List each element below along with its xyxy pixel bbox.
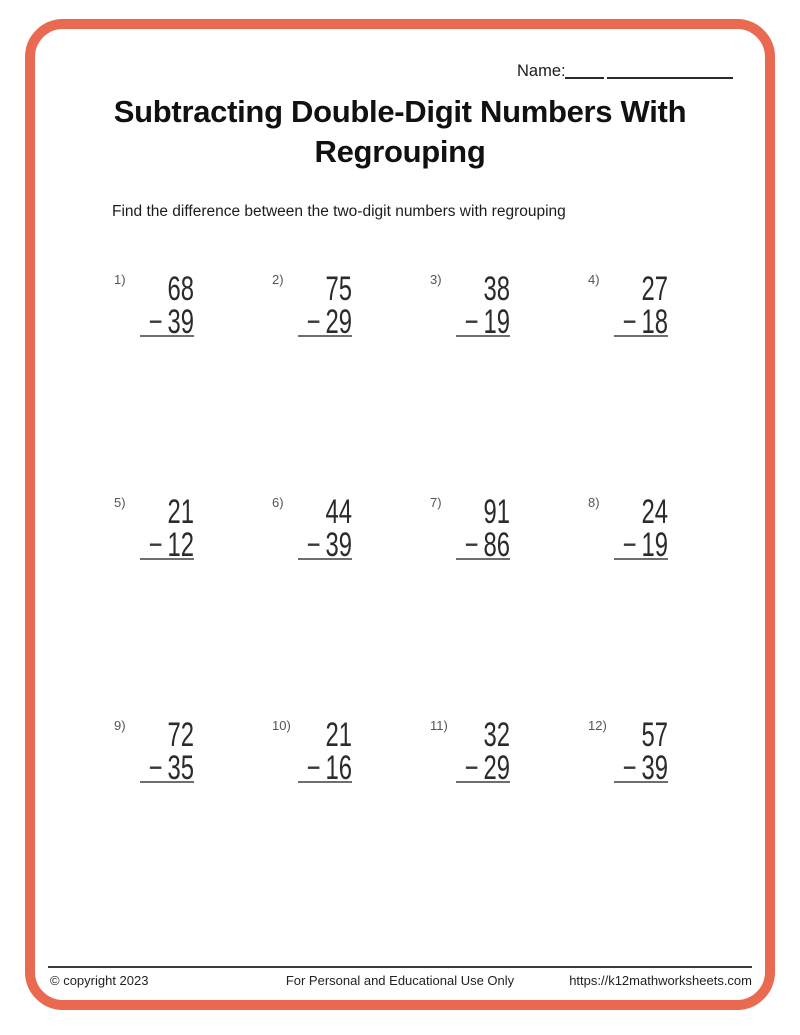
subtrahend: 39 <box>325 526 352 564</box>
problem-number: 5) <box>114 495 126 510</box>
subtrahend: 12 <box>167 526 194 564</box>
problem-4 <box>586 271 696 343</box>
problem-10 <box>270 717 380 789</box>
subtrahend: 16 <box>325 749 352 787</box>
footer-copyright: © copyright 2023 <box>50 973 149 988</box>
subtrahend: 39 <box>167 303 194 341</box>
subtrahend: 19 <box>483 303 510 341</box>
minuend: 27 <box>641 270 668 308</box>
operand-stack <box>430 716 510 787</box>
operand-stack <box>272 493 352 564</box>
worksheet-title-line1: Subtracting Double-Digit Numbers With <box>113 94 687 129</box>
minuend: 21 <box>167 493 194 531</box>
answer-line <box>456 558 510 560</box>
operand-stack <box>588 493 668 564</box>
minus-sign: − <box>464 303 479 341</box>
minus-sign: − <box>464 749 479 787</box>
subtrahend: 39 <box>641 749 668 787</box>
name-write-line-long <box>607 64 733 79</box>
answer-line <box>298 781 352 783</box>
minus-sign: − <box>148 526 163 564</box>
footer-website-url: https://k12mathworksheets.com <box>569 973 752 988</box>
problem-number: 9) <box>114 718 126 733</box>
minuend: 44 <box>325 493 352 531</box>
operand-stack <box>430 493 510 564</box>
problem-number: 3) <box>430 272 442 287</box>
problem-11 <box>428 717 538 789</box>
answer-line <box>614 558 668 560</box>
operand-stack <box>588 716 668 787</box>
answer-line <box>614 781 668 783</box>
problem-1 <box>112 271 222 343</box>
minuend: 75 <box>325 270 352 308</box>
answer-line <box>298 558 352 560</box>
problem-number: 4) <box>588 272 600 287</box>
problem-number: 7) <box>430 495 442 510</box>
problem-number: 10) <box>272 718 291 733</box>
minuend: 91 <box>483 493 510 531</box>
minus-sign: − <box>306 749 321 787</box>
worksheet-title <box>40 92 760 172</box>
problem-5 <box>112 494 222 566</box>
subtrahend: 29 <box>325 303 352 341</box>
minuend: 21 <box>325 716 352 754</box>
operand-stack <box>114 493 194 564</box>
minuend: 57 <box>641 716 668 754</box>
subtrahend: 35 <box>167 749 194 787</box>
subtrahend: 86 <box>483 526 510 564</box>
problem-number: 8) <box>588 495 600 510</box>
problem-7 <box>428 494 538 566</box>
minuend: 24 <box>641 493 668 531</box>
footer-usage-note: For Personal and Educational Use Only <box>285 973 515 988</box>
operand-stack <box>272 270 352 341</box>
problem-8 <box>586 494 696 566</box>
problem-number: 2) <box>272 272 284 287</box>
answer-line <box>140 558 194 560</box>
problem-9 <box>112 717 222 789</box>
problem-number: 12) <box>588 718 607 733</box>
name-write-line-short <box>565 64 604 79</box>
subtrahend: 18 <box>641 303 668 341</box>
minus-sign: − <box>622 526 637 564</box>
operand-stack <box>272 716 352 787</box>
answer-line <box>140 781 194 783</box>
operand-stack <box>588 270 668 341</box>
minuend: 68 <box>167 270 194 308</box>
minus-sign: − <box>306 303 321 341</box>
answer-line <box>614 335 668 337</box>
operand-stack <box>114 270 194 341</box>
instruction-text: Find the difference between the two-digit numbers with regrouping <box>112 203 566 220</box>
answer-line <box>456 335 510 337</box>
minus-sign: − <box>148 303 163 341</box>
subtrahend: 29 <box>483 749 510 787</box>
minuend: 38 <box>483 270 510 308</box>
minus-sign: − <box>622 749 637 787</box>
problem-3 <box>428 271 538 343</box>
minus-sign: − <box>148 749 163 787</box>
answer-line <box>140 335 194 337</box>
minuend: 32 <box>483 716 510 754</box>
worksheet-title-line2: Regrouping <box>314 134 486 169</box>
problem-number: 1) <box>114 272 126 287</box>
minus-sign: − <box>306 526 321 564</box>
minuend: 72 <box>167 716 194 754</box>
answer-line <box>456 781 510 783</box>
problem-12 <box>586 717 696 789</box>
problem-6 <box>270 494 380 566</box>
problem-number: 6) <box>272 495 284 510</box>
problem-number: 11) <box>430 718 448 733</box>
minus-sign: − <box>464 526 479 564</box>
operand-stack <box>430 270 510 341</box>
subtrahend: 19 <box>641 526 668 564</box>
problem-2 <box>270 271 380 343</box>
minus-sign: − <box>622 303 637 341</box>
footer-divider <box>48 966 752 968</box>
answer-line <box>298 335 352 337</box>
operand-stack <box>114 716 194 787</box>
name-label: Name: <box>517 62 566 80</box>
